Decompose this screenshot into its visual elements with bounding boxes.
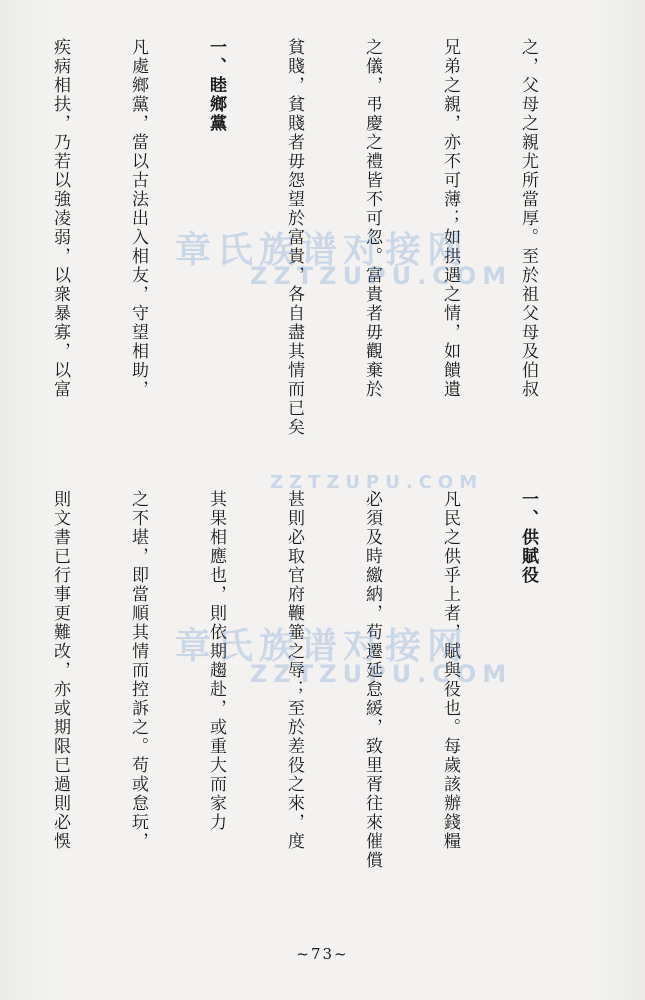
text-column: 疾病相扶，乃若以強凌弱，以衆暴寡，以富 bbox=[50, 38, 70, 399]
text-column: 甚則必取官府鞭箠之辱；至於差役之來，度 bbox=[284, 490, 304, 851]
text-column: 凡民之供乎上者，賦與役也。每歲該辦錢糧 bbox=[440, 490, 460, 851]
text-column: 凡處鄉黨，當以古法出入相友，守望相助， bbox=[128, 38, 148, 399]
text-column: 其果相應也，則依期趨赴，或重大而家力 bbox=[206, 490, 226, 832]
text-block-top bbox=[0, 38, 593, 478]
text-column: 則文書已行事更難改，亦或期限已過則必悞 bbox=[50, 490, 70, 851]
watermark-url: ZZTZUPU.COM bbox=[250, 262, 513, 290]
text-column: 必須及時繳納，苟遷延怠緩，致里胥往來催償 bbox=[362, 490, 382, 870]
watermark-url: ZZTZUPU.COM bbox=[270, 472, 484, 493]
text-block-bottom bbox=[0, 490, 593, 920]
section-heading: 一、睦鄉黨 bbox=[206, 38, 226, 133]
watermark-url: ZZTZUPU.COM bbox=[250, 660, 513, 688]
text-column: 之不堪，即當順其情而控訴之。苟或怠玩， bbox=[128, 490, 148, 851]
text-column: 之，父母之親尤所當厚。至於祖父母及伯叔 bbox=[518, 38, 538, 399]
text-column: 貧賤，貧賤者毋怨望於富貴，各自盡其情而已矣 bbox=[284, 38, 304, 437]
section-heading: 一、供賦役 bbox=[518, 490, 538, 585]
page-number: ~73~ bbox=[296, 945, 349, 963]
watermark-text: 章氏族谱对接网 bbox=[175, 626, 470, 667]
text-column: 兄弟之親，亦不可薄；如拱遇之情，如饋遺 bbox=[440, 38, 460, 399]
watermark-text: 章氏族谱对接网 bbox=[175, 230, 470, 271]
text-column: 之儀，弔慶之禮皆不可忽。富貴者毋觀棄於 bbox=[362, 38, 382, 399]
